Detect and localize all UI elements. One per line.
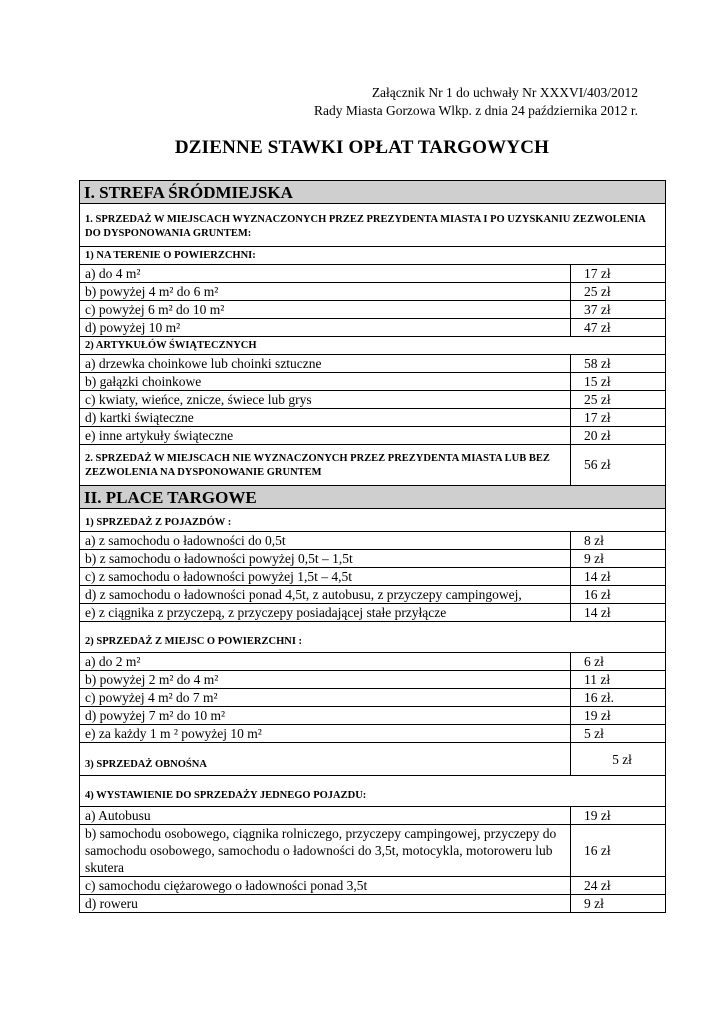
page-title: DZIENNE STAWKI OPŁAT TARGOWYCH (174, 137, 550, 158)
subsection-heading: 1) NA TERENIE O POWIERZCHNI: (80, 247, 666, 265)
row-label: a) z samochodu o ładowności do 0,5t (80, 532, 571, 550)
row-label: b) powyżej 2 m² do 4 m² (80, 671, 571, 689)
row-label: b) samochodu osobowego, ciągnika rolniczego, przyczepy campingowej, przyczepy do samochodu osobowego, samochodu o ładowności do 3,5t, motocykla, motoroweru lub skutera (80, 825, 571, 877)
row-amount: 16 zł. (571, 689, 666, 707)
table-row (80, 604, 666, 622)
row-amount: 37 zł (571, 301, 666, 319)
row-label: d) powyżej 7 m² do 10 m² (80, 707, 571, 725)
row-label: b) powyżej 4 m² do 6 m² (80, 283, 571, 301)
table-row (80, 265, 666, 283)
table-row (80, 301, 666, 319)
row-amount: 9 zł (571, 895, 666, 913)
row-amount: 19 zł (571, 707, 666, 725)
row-label: c) z samochodu o ładowności powyżej 1,5t – 4,5t (80, 568, 571, 586)
table-row (80, 825, 666, 877)
header-line-2: Rady Miasta Gorzowa Wlkp. z dnia 24 października 2012 r. (313, 103, 638, 118)
row-amount: 16 zł (571, 586, 666, 604)
subsection-heading: 4) WYSTAWIENIE DO SPRZEDAŻY JEDNEGO POJAZDU: (80, 776, 666, 807)
row-amount: 6 zł (571, 653, 666, 671)
row-label: d) kartki świąteczne (80, 409, 571, 427)
subsection-heading: 3) SPRZEDAŻ OBNOŚNA (80, 743, 571, 776)
subsection-heading: 2) ARTYKUŁÓW ŚWIĄTECZNYCH (80, 337, 666, 355)
row-amount: 20 zł (571, 427, 666, 445)
row-label: d) powyżej 10 m² (80, 319, 571, 337)
row-amount: 24 zł (571, 877, 666, 895)
row-amount: 25 zł (571, 283, 666, 301)
row-label: d) roweru (80, 895, 571, 913)
table-row (80, 550, 666, 568)
table-row (80, 877, 666, 895)
row-label: b) gałązki choinkowe (80, 373, 571, 391)
row-amount: 58 zł (571, 355, 666, 373)
table-row (80, 319, 666, 337)
section-2-label: 2. SPRZEDAŻ W MIEJSCACH NIE WYZNACZONYCH PRZEZ PREZYDENTA MIASTA LUB BEZ ZEZWOLENIA NA DYSPONOWANIE GRUNTEM (80, 445, 571, 486)
document-header (314, 84, 638, 120)
row-label: e) z ciągnika z przyczepą, z przyczepy posiadającej stałe przyłącze (80, 604, 571, 622)
table-row (80, 391, 666, 409)
table-row (80, 807, 666, 825)
row-amount: 17 zł (571, 409, 666, 427)
row-label: a) drzewka choinkowe lub choinki sztuczne (80, 355, 571, 373)
table-row (80, 689, 666, 707)
row-label: c) kwiaty, wieńce, znicze, świece lub grys (80, 391, 571, 409)
row-amount: 25 zł (571, 391, 666, 409)
row-label: c) powyżej 4 m² do 7 m² (80, 689, 571, 707)
row-amount: 5 zł (571, 743, 666, 776)
header-line-1: Załącznik Nr 1 do uchwały Nr XXXVI/403/2012 (371, 85, 638, 100)
row-label: c) samochodu ciężarowego o ładowności ponad 3,5t (80, 877, 571, 895)
table-row (80, 725, 666, 743)
row-label: a) do 4 m² (80, 265, 571, 283)
row-label: a) do 2 m² (80, 653, 571, 671)
row-amount: 17 zł (571, 265, 666, 283)
table-row (80, 586, 666, 604)
row-amount: 8 zł (571, 532, 666, 550)
section-heading-strefa-2: II. PLACE TARGOWE (80, 486, 666, 509)
table-row (80, 707, 666, 725)
table-row (80, 568, 666, 586)
row-amount: 14 zł (571, 604, 666, 622)
table-row (80, 283, 666, 301)
table-row (80, 427, 666, 445)
subsection-heading: 1) SPRZEDAŻ Z POJAZDÓW : (80, 509, 666, 532)
table-row (80, 895, 666, 913)
row-label: d) z samochodu o ładowności ponad 4,5t, z autobusu, z przyczepy campingowej, (80, 586, 571, 604)
fees-table (79, 180, 666, 913)
section-1-heading: 1. SPRZEDAŻ W MIEJSCACH WYZNACZONYCH PRZEZ PREZYDENTA MIASTA I PO UZYSKANIU ZEZWOLENIA DO DYSPONOWANIA GRUNTEM: (80, 204, 666, 247)
row-label: b) z samochodu o ładowności powyżej 0,5t – 1,5t (80, 550, 571, 568)
section-2-amount: 56 zł (571, 445, 666, 486)
section-heading-strefa-1: I. STREFA ŚRÓDMIEJSKA (80, 181, 666, 204)
table-row (80, 373, 666, 391)
row-amount: 14 zł (571, 568, 666, 586)
row-amount: 11 zł (571, 671, 666, 689)
row-label: e) za każdy 1 m ² powyżej 10 m² (80, 725, 571, 743)
table-row (80, 671, 666, 689)
row-amount: 47 zł (571, 319, 666, 337)
row-amount: 9 zł (571, 550, 666, 568)
subsection-heading: 2) SPRZEDAŻ Z MIEJSC O POWIERZCHNI : (80, 622, 666, 653)
table-row (80, 409, 666, 427)
row-amount: 5 zł (571, 725, 666, 743)
table-row (80, 355, 666, 373)
row-amount: 16 zł (571, 825, 666, 877)
table-row (80, 532, 666, 550)
table-row (80, 653, 666, 671)
row-label: e) inne artykuły świąteczne (80, 427, 571, 445)
row-label: a) Autobusu (80, 807, 571, 825)
row-amount: 19 zł (571, 807, 666, 825)
row-label: c) powyżej 6 m² do 10 m² (80, 301, 571, 319)
row-amount: 15 zł (571, 373, 666, 391)
